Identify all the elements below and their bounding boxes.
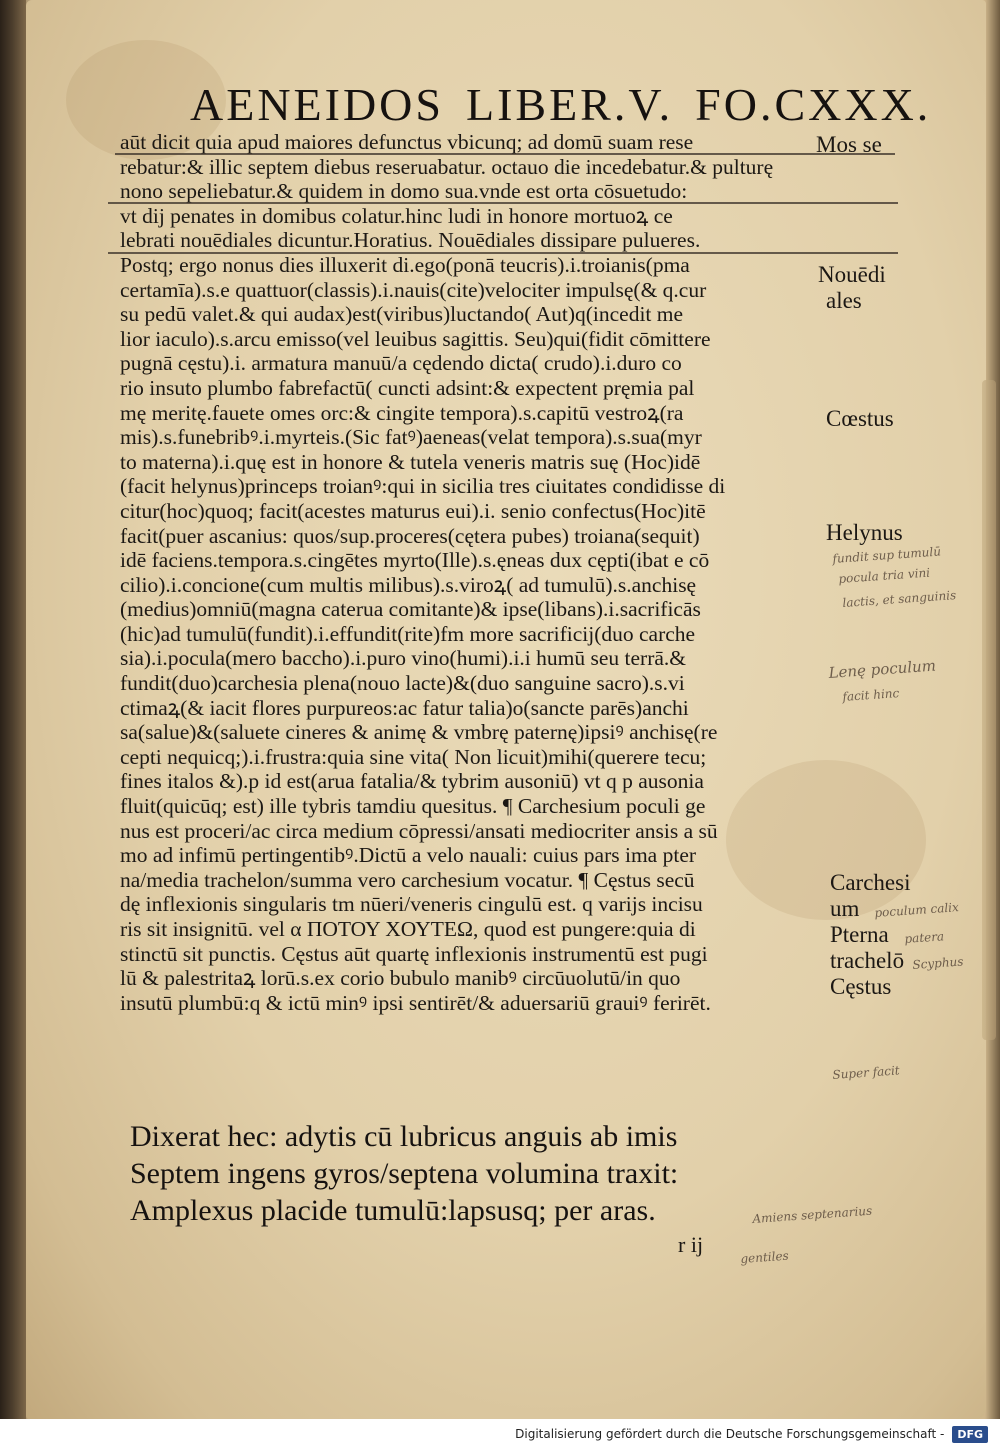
header-folio: FO.CXXX.	[695, 79, 932, 130]
commentary-line: cepti nequicq;).i.frustra:quia sine vita( Non licuit)mihi(querere tecu;	[120, 744, 707, 769]
commentary-line: citur(hoc)quoq; facit(acestes maturus eui).i. senio confectus(Hoc)itē	[120, 498, 706, 523]
manuscript-note: fundit sup tumulū	[832, 544, 942, 566]
commentary-line: rio insuto plumbo fabrefactū( cuncti adsint:& expectent pręmia pal	[120, 375, 695, 400]
manuscript-note: gentiles	[740, 1248, 790, 1266]
sidenote-carchesium: Carchesi	[830, 870, 911, 895]
commentary-line: nono sepeliebatur.& quidem in domo sua.vnde est orta cōsuetudo:	[120, 179, 688, 204]
sidenote-nouediales: Nouēdi	[818, 262, 886, 287]
verse-block	[130, 1118, 750, 1229]
commentary-block	[120, 130, 840, 1015]
commentary-line: na/media trachelon/summa vero carchesium vocatur. ¶ Cęstus secū	[120, 867, 695, 892]
commentary-line: vt dij penates in domibus colatur.hinc ludi in honore mortuoꝝ ce	[120, 203, 673, 228]
manuscript-note: facit hinc	[842, 686, 900, 704]
manuscript-note: pocula tria vini	[838, 565, 931, 586]
commentary-line: (medius)omniū(magna caterua comitante)& ipse(libans).i.sacrificās	[120, 597, 701, 622]
commentary-line: pugnā cęstu).i. armatura manuū/a cędendo dicta( crudo).i.duro co	[120, 351, 682, 376]
commentary-line: cilio).i.concione(cum multis milibus).s.viroꝝ( ad tumulū).s.anchisę	[120, 572, 697, 597]
page-edge-band	[982, 380, 996, 1040]
dfg-logo: DFG	[952, 1426, 988, 1443]
commentary-line: mę meritę.fauete omes orc:& cingite tempora).s.capitū vestroꝝ(ra	[120, 400, 684, 425]
manuscript-note: Amiens septenarius	[752, 1203, 873, 1226]
binding-edge	[0, 0, 26, 1449]
sidenote-mos: Mos se	[816, 132, 882, 157]
sidenote-helynus: Helynus	[826, 520, 903, 545]
commentary-line: to materna).i.quę est in honore & tutela veneris matris suę (Hoc)idē	[120, 449, 701, 474]
commentary-line: sa(salue)&(saluete cineres & animę & vmbrę paternę)ipsiꝰ anchisę(re	[120, 720, 718, 745]
commentary-line: su pedū valet.& qui audax)est(viribus)luctando( Aut)q(incedit me	[120, 302, 684, 327]
manuscript-note: Scyphus	[912, 954, 964, 972]
manuscript-note: Lenę poculum	[828, 656, 937, 682]
commentary-line: mis).s.funebribꝰ.i.myrteis.(Sic fatꝰ)aeneas(velat tempora).s.sua(myr	[120, 425, 702, 450]
commentary-line: (facit helynus)princeps troianꝰ:qui in sicilia tres ciuitates condidisse di	[120, 474, 726, 499]
manuscript-note: lactis, et sanguinis	[842, 588, 957, 610]
sidenote-cestus: Cœstus	[826, 406, 894, 431]
commentary-line: lior iaculo).s.arcu emisso(vel leuibus sagittis. Seu)qui(fidit cōmittere	[120, 326, 711, 351]
verse-line: Septem ingens gyros/septena volumina traxit:	[130, 1157, 679, 1190]
commentary-line: lū & palestritaꝝ lorū.s.ex corio bubulo manibꝰ circūuolutū/in quo	[120, 966, 681, 991]
sidenote-cestus: Cęstus	[830, 974, 892, 999]
commentary-line: aūt dicit quia apud maiores defunctus vbicunq; ad domū suam rese	[120, 130, 694, 154]
commentary-line: facit(puer ascanius: quos/sup.proceres(cętera pubes) troiana(sequit)	[120, 523, 700, 548]
verse-line: Amplexus placide tumulū:lapsusq; per aras.	[130, 1194, 656, 1227]
sidenote-pterna: Pterna	[830, 922, 889, 947]
footer-text: Digitalisierung gefördert durch die Deutsche Forschungsgemeinschaft -	[515, 1427, 945, 1441]
commentary-line: (hic)ad tumulū(fundit).i.effundit(rite)fm more sacrificij(duo carche	[120, 621, 696, 646]
commentary-line: sia).i.pocula(mero baccho).i.puro vino(humi).i.i humū seu terrā.&	[120, 646, 687, 671]
running-header	[190, 78, 953, 131]
commentary-line: stinctū sit punctis. Cęstus aūt quartę inflexionis instrumentū est pugi	[120, 941, 708, 966]
commentary-line: ris sit insignitū. vel α ΠΟΤΟΥ ΧΟΥΤΕΩ, quod est pungere:quia di	[120, 917, 696, 941]
commentary-line: nus est proceri/ac circa medium cōpressi/ansati mediocriter ansis a sū	[120, 818, 718, 843]
commentary-line: ctimaꝝ(& iacit flores purpureos:ac fatur talia)o(sancte parēs)anchi	[120, 695, 689, 720]
header-book: LIBER.V.	[465, 79, 674, 130]
commentary-line: Postq; ergo nonus dies illuxerit di.ego(ponā teucris).i.troianis(pma	[120, 252, 690, 277]
manuscript-note: Super facit	[832, 1063, 901, 1082]
commentary-line: fluit(quicūq; est) ille tybris tamdiu quesitus. ¶ Carchesium poculi ge	[120, 794, 706, 819]
signature-mark: r ij	[678, 1232, 704, 1257]
commentary-line: rebatur:& illic septem diebus reseruabatur. octauo die incedebatur.& pulturę	[120, 154, 774, 179]
sidenote-carchesium: um	[830, 896, 860, 921]
verse-line: Dixerat hec: adytis cū lubricus anguis ab imis	[130, 1120, 678, 1153]
manuscript-note: patera	[904, 929, 945, 946]
header-title: AENEIDOS	[190, 79, 444, 130]
sidenote-nouediales: ales	[826, 288, 862, 313]
commentary-line: dę inflexionis singularis tm nūeri/veneris cingulū est. q varijs incisu	[120, 892, 703, 917]
commentary-line: mo ad infimū pertingentibꝰ.Dictū a velo nauali: cuius pars ima pter	[120, 843, 697, 868]
manuscript-note: poculum calix	[874, 900, 960, 920]
commentary-line: fines italos &).p id est(arua fatalia/& tybrim ausoniū) vt q p ausonia	[120, 769, 704, 794]
digitization-footer	[0, 1419, 1000, 1449]
commentary-line: insutū plumbū:q & ictū minꝰ ipsi sentirēt/& aduersariū grauiꝰ ferirēt.	[120, 990, 711, 1015]
sidenote-trachelon: trachelō	[830, 948, 905, 973]
commentary-line: lebrati nouēdiales dicuntur.Horatius. Nouēdiales dissipare pulueres.	[120, 228, 701, 253]
commentary-line: idē faciens.tempora.s.cingētes myrto(Ille).s.ęneas dux cępti(ibat e cō	[120, 548, 710, 573]
commentary-line: certamīa).s.e quattuor(classis).i.nauis(cite)velociter impulsę(& q.cur	[120, 277, 707, 302]
commentary-line: fundit(duo)carchesia plena(nouo lacte)&(duo sanguine sacro).s.vi	[120, 671, 685, 696]
